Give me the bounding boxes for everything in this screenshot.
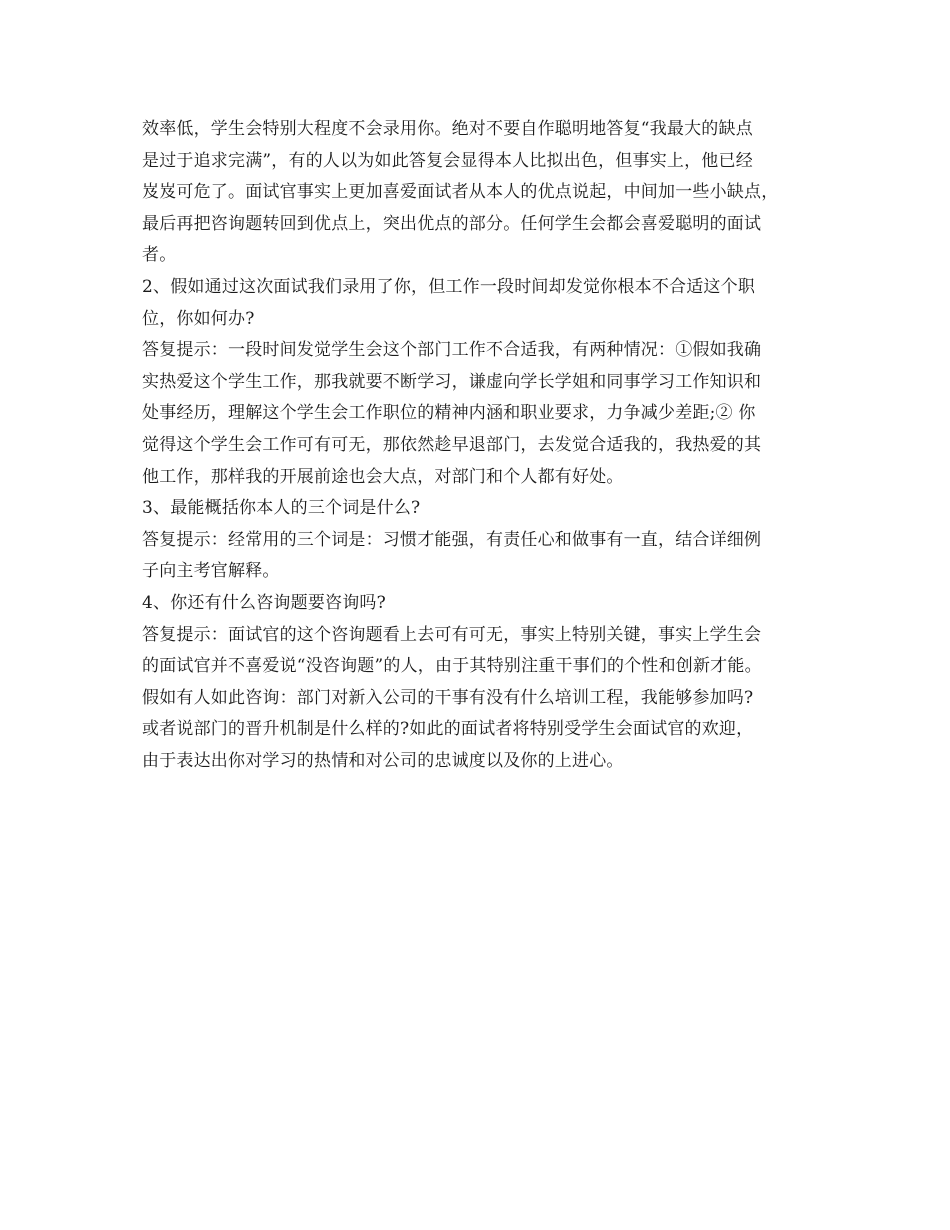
text-line: 者。: [142, 245, 177, 266]
question-3-line: 3、最能概括你本人的三个词是什么?: [142, 498, 421, 519]
question-2-line: 位，你如何办?: [142, 308, 255, 329]
answer-3-line: 子向主考官解释。: [142, 561, 280, 582]
answer-2-line: 实热爱这个学生工作，那我就要不断学习，谦虚向学长学姐和同事学习工作知识和: [142, 371, 762, 392]
text-line: 效率低，学生会特别大程度不会录用你。绝对不要自作聪明地答复“我最大的缺点: [142, 119, 753, 139]
answer-4-line: 的面试官并不喜爱说“没咨询题”的人，由于其特别注重干事们的个性和创新才能。: [142, 656, 762, 677]
answer-2-line: 处事经历，理解这个学生会工作职位的精神内涵和职业要求，力争减少差距;② 你: [142, 403, 756, 424]
text-line: 是过于追求完满”，有的人以为如此答复会显得本人比拟出色，但事实上，他已经: [142, 150, 753, 171]
text-line: 最后再把咨询题转回到优点上，突出优点的部分。任何学生会都会喜爱聪明的面试: [142, 213, 762, 234]
text-line: 岌岌可危了。面试官事实上更加喜爱面试者从本人的优点说起，中间加一些小缺点，: [142, 182, 779, 203]
answer-3-line: 答复提示：经常用的三个词是：习惯才能强，有责任心和做事有一直，结合详细例: [142, 529, 762, 550]
question-4-line: 4、你还有什么咨询题要咨询吗?: [142, 592, 386, 613]
question-2-line: 2、假如通过这次面试我们录用了你，但工作一段时间却发觉你根本不合适这个职: [142, 276, 756, 297]
answer-4-line: 假如有人如此咨询：部门对新入公司的干事有没有什么培训工程，我能够参加吗?: [142, 687, 754, 708]
answer-4-line: 答复提示：面试官的这个咨询题看上去可有可无，事实上特别关键，事实上学生会: [142, 624, 762, 645]
answer-2-line: 答复提示：一段时间发觉学生会这个部门工作不合适我，有两种情况：①假如我确: [142, 340, 762, 361]
answer-2-line: 觉得这个学生会工作可有可无，那依然趁早退部门，去发觉合适我的，我热爱的其: [142, 434, 762, 455]
answer-2-line: 他工作，那样我的开展前途也会大点，对部门和个人都有好处。: [142, 466, 624, 487]
answer-4-line: 由于表达出你对学习的热情和对公司的忠诚度以及你的上进心。: [142, 750, 624, 771]
answer-4-line: 或者说部门的晋升机制是什么样的?如此的面试者将特别受学生会面试官的欢迎，: [142, 719, 754, 740]
document-body: [142, 114, 832, 777]
